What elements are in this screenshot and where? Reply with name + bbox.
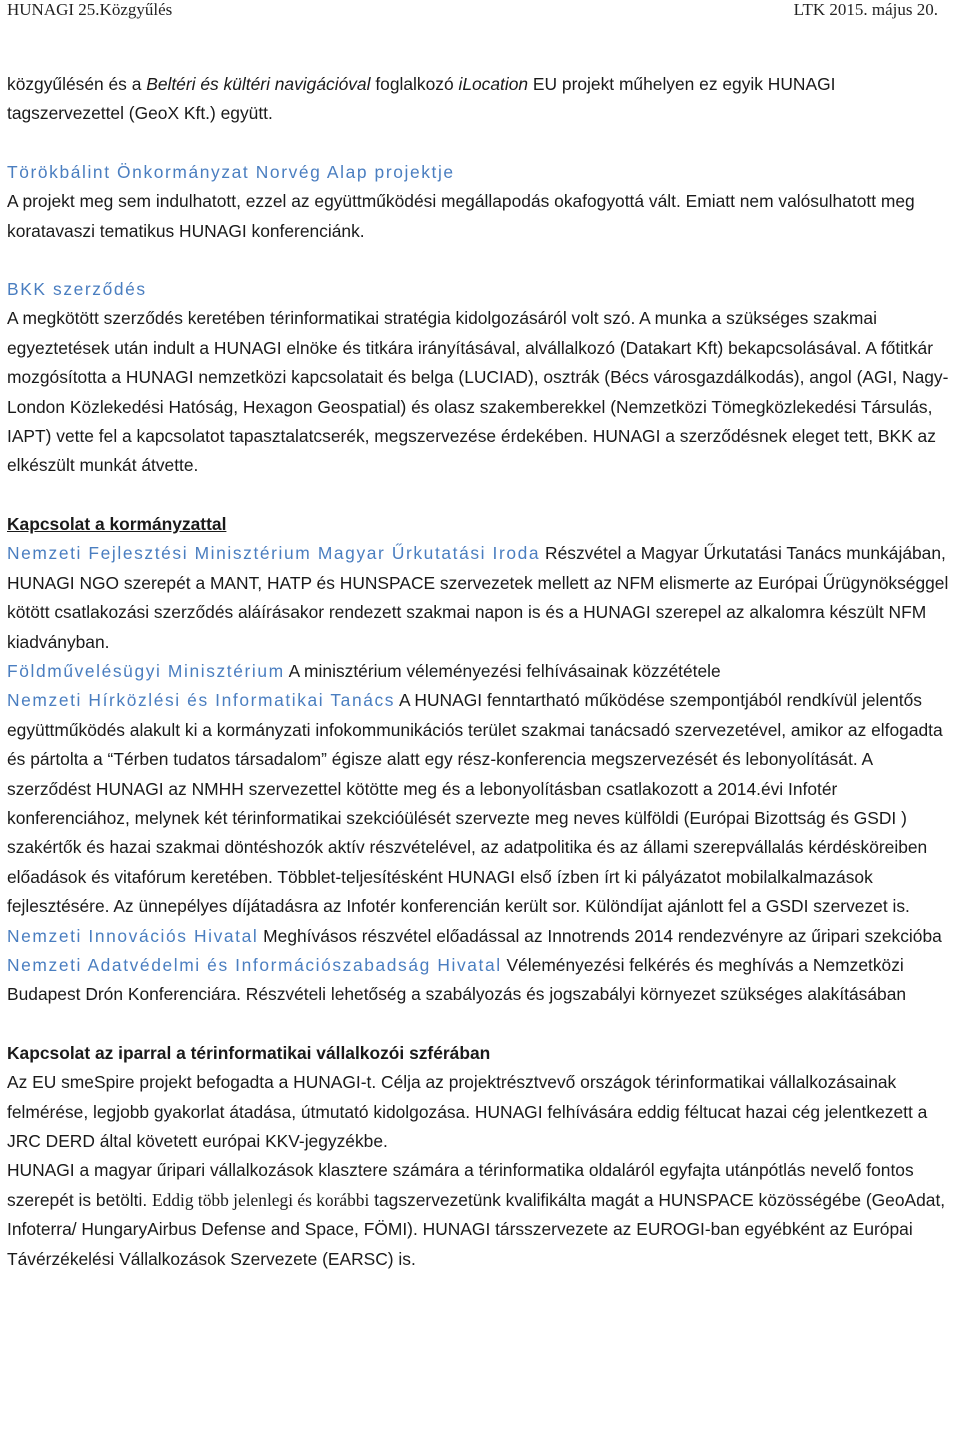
fm-text: A minisztérium véleményezési felhívásainak közzététele: [284, 660, 721, 681]
torokbalint-text: A projekt meg sem indulhatott, ezzel az együttműködési megállapodás okafogyottá vált. Emiatt nem valósulhatott meg koratavaszi tematikus HUNAGI konferenciánk.: [7, 191, 915, 241]
industry-paragraph-2: [7, 1156, 957, 1274]
page-header: [0, 0, 960, 22]
intro-italic-2: iLocation: [458, 74, 529, 94]
ngm-title: Nemzeti Fejlesztési Minisztérium Magyar Űrkutatási Iroda: [7, 543, 541, 564]
heading-government: Kapcsolat a kormányzattal: [7, 513, 227, 534]
nih-text: Meghívásos részvétel előadással az Innotrends 2014 rendezvényre az űripari szekcióba: [258, 925, 942, 946]
ngm-paragraph: [7, 539, 957, 657]
intro-italic-1: Beltéri és kültéri navigációval: [146, 74, 371, 94]
intro-text-2: foglalkozó: [370, 74, 459, 94]
bkk-text: A megkötött szerződés keretében térinformatikai stratégia kidolgozásáról volt szó. A munka a szükséges szakmai egyeztetések után indult a HUNAGI elnöke és titkára irányításával, alvállalkozó (Datakart Kft) bekapcsolásával. A főtitkár mozgósította a HUNAGI nemzetközi kapcsolatait és belga (LUCIAD), osztrák (Bécs városgazdálkodás), angol (AGI, Nagy-London Közlekedési Hatóság, Hexagon Geospatial) és olasz szakemberekkel (Nemzetközi Tömegközlekedési Társulás, IAPT) vette fel a kapcsolatot tapasztalatcserék, megszervezése érdekében. HUNAGI a szerződésnek eleget tett, BKK az elkészült munkát átvette.: [7, 308, 949, 476]
nih-title: Nemzeti Innovációs Hivatal: [7, 925, 259, 946]
spacer: [7, 481, 957, 510]
section-title-bkk: BKK szerződés: [7, 279, 147, 300]
section-title-torokbalint: Törökbálint Önkormányzat Norvég Alap projektje: [7, 161, 455, 182]
naih-paragraph: [7, 951, 957, 1010]
spacer: [7, 246, 957, 275]
intro-text-1: közgyűlésén és a: [7, 74, 147, 94]
industry-paragraph-1: Az EU smeSpire projekt befogadta a HUNAGI-t. Célja az projektrésztvevő országok térinformatikai vállalkozásainak felmérése, legjobb gyakorlat átadása, útmutató kidolgozása. HUNAGI felhívására eddig féltucat hazai cég jelentkezett a JRC DERD által követett európai KKV-jegyzékbe.: [7, 1072, 928, 1151]
document-body: [7, 70, 957, 1274]
header-left: HUNAGI 25.Közgyűlés: [7, 0, 173, 19]
intro-paragraph: [7, 70, 957, 129]
industry-text-2b: Eddig több jelenlegi és korábbi: [152, 1189, 370, 1210]
naih-text: Véleményezési felkérés és meghívás a Nemzetközi Budapest Drón Konferenciára. Részvételi lehetőség a szabályozás és jogszabályi környezet szükséges alakításában: [7, 954, 907, 1005]
spacer: [7, 1010, 957, 1039]
nhit-title: Nemzeti Hírközlési és Informatikai Tanács: [7, 690, 396, 711]
ngm-text: Részvétel a Magyar Űrkutatási Tanács munkájában, HUNAGI NGO szerepét a MANT, HATP és HUNSPACE szervezetek mellett az NFM elismerte az Európai Űrügynökséggel kötött csatlakozási szerződés aláírásakor rendezett szakmai napon is és a HUNAGI szerepel az alkalomra készült NFM kiadványban.: [7, 543, 949, 652]
intro-text-3: EU projekt műhelyen ez egyik HUNAGI tagszervezettel (GeoX Kft.) együtt.: [7, 74, 836, 124]
fm-paragraph: [7, 657, 957, 686]
nhit-paragraph: [7, 686, 957, 921]
industry-text-2c: tagszervezetünk kvalifikálta magát a HUNSPACE közösségébe (GeoAdat, Infoterra/ HungaryAirbus Defense and Space, FÖMI). HUNAGI társszervezete az EUROGI-ban egyébként az Európai Távérzékelési Vállalkozások Szervezete (EARSC) is.: [7, 1189, 946, 1269]
fm-title: Földművelésügyi Minisztérium: [7, 660, 285, 681]
heading-industry: Kapcsolat az iparral a térinformatikai vállalkozói szférában: [7, 1042, 491, 1063]
nih-paragraph: [7, 922, 957, 951]
header-right: LTK 2015. május 20.: [793, 0, 938, 19]
naih-title: Nemzeti Adatvédelmi és Információszabadság Hivatal: [7, 954, 502, 975]
spacer: [7, 129, 957, 158]
industry-text-2a: HUNAGI a magyar űripari vállalkozások klasztere számára a térinformatika oldaláról egyfajta utánpótlás nevelő fontos szerepét is betölti.: [7, 1160, 914, 1210]
nhit-text: A HUNAGI fenntartható működése szempontjából rendkívül jelentős együttműködés alakult ki a kormányzati infokommunikációs terület szakmai tanácsadó szervezetével, amikor az elfogadta és pártolta a “Térben tudatos társadalom” égisze alatt egy rész-konferencia megszervezését és lebonyolítását. A szerződést HUNAGI az NMHH szervezettel kötötte meg és a lebonyolításban csatlakozott a 2014.évi Infotér konferenciához, melynek két térinformatikai szekcióülését szervezte meg neves külföldi (Európai Bizottság és GSDI ) szakértők és hazai szakmai döntéshozók aktív részvételével, az adatpolitika és az állami szerepvállalás kérdésköreiben előadások és vitafórum keretében. Többlet-teljesítésként HUNAGI első ízben írt ki pályázatot mobilalkalmazások fejlesztésére. Az ünnepélyes díjátadásra az Infotér konferencián került sor. Különdíjat ajánlott fel a GSDI szervezet is.: [7, 690, 943, 917]
